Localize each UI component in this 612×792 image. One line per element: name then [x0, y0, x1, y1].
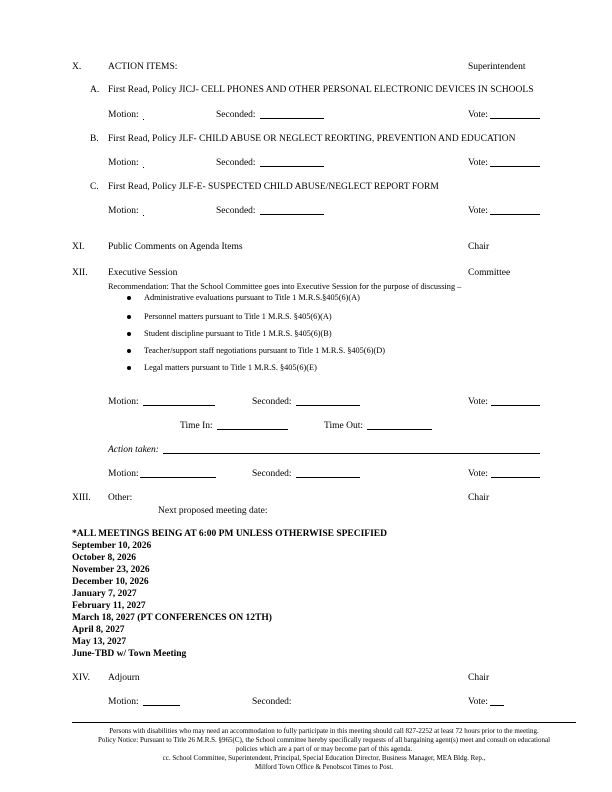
next-meeting-label: Next proposed meeting date: — [158, 506, 268, 516]
seconded-label: Seconded: — [252, 397, 292, 407]
seconded-label: Seconded: — [252, 469, 292, 479]
footer-cc: cc. School Committee, Superintendent, Principal, Special Education Director, Business Manager, MEA Bldg. Rep., — [162, 754, 486, 762]
item-letter: A. — [90, 85, 100, 95]
vote-blank[interactable] — [490, 166, 540, 167]
section-title: Public Comments on Agenda Items — [108, 242, 243, 252]
seconded-label: Seconded: — [252, 697, 292, 707]
footer-divider — [72, 722, 576, 723]
seconded-blank[interactable] — [296, 405, 360, 406]
meetings-note: *ALL MEETINGS BEING AT 6:00 PM UNLESS OTHERWISE SPECIFIED — [72, 529, 387, 539]
item-text: First Read, Policy JLF-E- SUSPECTED CHILD ABUSE/NEGLECT REPORT FORM — [108, 182, 439, 192]
seconded-blank[interactable] — [260, 118, 324, 119]
seconded-blank[interactable] — [260, 166, 324, 167]
meeting-date: November 23, 2026 — [72, 565, 150, 575]
item-text: First Read, Policy JICJ- CELL PHONES AND OTHER PERSONAL ELECTRONIC DEVICES IN SCHOOLS — [108, 85, 534, 95]
bullet-icon — [127, 366, 131, 370]
seconded-blank[interactable] — [296, 477, 360, 478]
meeting-date: April 8, 2027 — [72, 625, 125, 635]
section-number: XIII. — [72, 493, 91, 503]
time-out-label: Time Out: — [324, 421, 363, 431]
footer-cc-cont: Milford Town Office & Penobscot Times to Post. — [254, 763, 394, 771]
vote-label: Vote: — [468, 397, 488, 407]
footer-policy-notice-cont: policies which are a part of or may become part of this agenda. — [235, 745, 413, 753]
meeting-date: October 8, 2026 — [72, 553, 136, 563]
meeting-date: June-TBD w/ Town Meeting — [72, 649, 187, 659]
bullet-icon — [127, 296, 131, 300]
section-presenter: Chair — [468, 242, 490, 252]
bullet-text: Legal matters pursuant to Title 1 M.R.S. §405(6)(E) — [144, 363, 317, 372]
motion-blank[interactable] — [140, 477, 216, 478]
bullet-text: Student discipline pursuant to Title 1 M.R.S. §405(6)(B) — [144, 329, 332, 338]
time-in-label: Time In: — [180, 421, 213, 431]
vote-blank[interactable] — [491, 477, 540, 478]
bullet-icon — [127, 332, 131, 336]
bullet-text: Personnel matters pursuant to Title 1 M.R.S. §405(6)(A) — [144, 312, 332, 321]
vote-blank[interactable] — [491, 405, 540, 406]
vote-label: Vote: — [468, 469, 488, 479]
seconded-label: Seconded: — [216, 110, 256, 120]
item-letter: C. — [90, 182, 99, 192]
meeting-date: February 11, 2027 — [72, 601, 146, 611]
vote-blank[interactable] — [490, 705, 504, 706]
recommendation-text: Recommendation: That the School Committee goes into Executive Session for the purpose of discussing – — [108, 282, 462, 291]
motion-blank[interactable] — [143, 405, 215, 406]
vote-label: Vote: — [468, 206, 488, 216]
section-number: XI. — [72, 242, 85, 252]
motion-label: Motion: — [108, 206, 139, 216]
vote-blank[interactable] — [490, 118, 540, 119]
vote-label: Vote: — [468, 110, 488, 120]
motion-label: Motion: — [108, 469, 139, 479]
bullet-text: Administrative evaluations pursuant to Title 1 M.R.S.§405(6)(A) — [144, 293, 360, 302]
motion-blank[interactable] — [143, 705, 180, 706]
time-out-blank[interactable] — [367, 429, 432, 430]
section-presenter: Chair — [468, 493, 490, 503]
motion-label: Motion: — [108, 158, 139, 168]
section-number: X. — [72, 62, 82, 72]
action-taken-blank[interactable] — [163, 453, 540, 454]
seconded-label: Seconded: — [216, 158, 256, 168]
meeting-date: September 10, 2026 — [72, 541, 152, 551]
motion-label: Motion: — [108, 397, 139, 407]
meeting-date: January 7, 2027 — [72, 589, 137, 599]
footer-policy-notice: Policy Notice: Pursuant to Title 26 M.R.S. §965(C), the School committee hereby specifically requests of all bargaining agent(s) meet and consult on educational — [97, 736, 551, 744]
section-presenter: Committee — [468, 268, 511, 278]
time-in-blank[interactable] — [217, 429, 288, 430]
bullet-icon — [127, 349, 131, 353]
section-presenter: Superintendent — [468, 62, 526, 72]
vote-label: Vote: — [468, 697, 488, 707]
footer-accommodation: Persons with disabilities who may need an accommodation to fully participate in this meeting should call 827-2252 at least 72 hours prior to the meeting. — [109, 727, 539, 735]
section-title: Executive Session — [108, 268, 178, 278]
action-taken-label: Action taken: — [108, 445, 159, 455]
section-number: XIV. — [72, 673, 91, 683]
seconded-label: Seconded: — [216, 206, 256, 216]
section-title: Other: — [108, 493, 133, 503]
vote-blank[interactable] — [490, 214, 540, 215]
meeting-date: May 13, 2027 — [72, 637, 127, 647]
section-presenter: Chair — [468, 673, 490, 683]
bullet-icon — [127, 315, 131, 319]
vote-label: Vote: — [468, 158, 488, 168]
section-title: ACTION ITEMS: — [108, 62, 178, 72]
motion-label: Motion: — [108, 110, 139, 120]
item-letter: B. — [90, 134, 99, 144]
section-title: Adjourn — [108, 673, 140, 683]
motion-label: Motion: — [108, 697, 139, 707]
section-number: XII. — [72, 268, 88, 278]
bullet-text: Teacher/support staff negotiations pursuant to Title 1 M.R.S. §405(6)(D) — [144, 346, 386, 355]
seconded-blank[interactable] — [260, 214, 324, 215]
meeting-date: December 10, 2026 — [72, 577, 149, 587]
item-text: First Read, Policy JLF- CHILD ABUSE OR NEGLECT REORTING, PREVENTION AND EDUCATION — [108, 134, 516, 144]
meeting-date: March 18, 2027 (PT CONFERENCES ON 12TH) — [72, 613, 272, 623]
